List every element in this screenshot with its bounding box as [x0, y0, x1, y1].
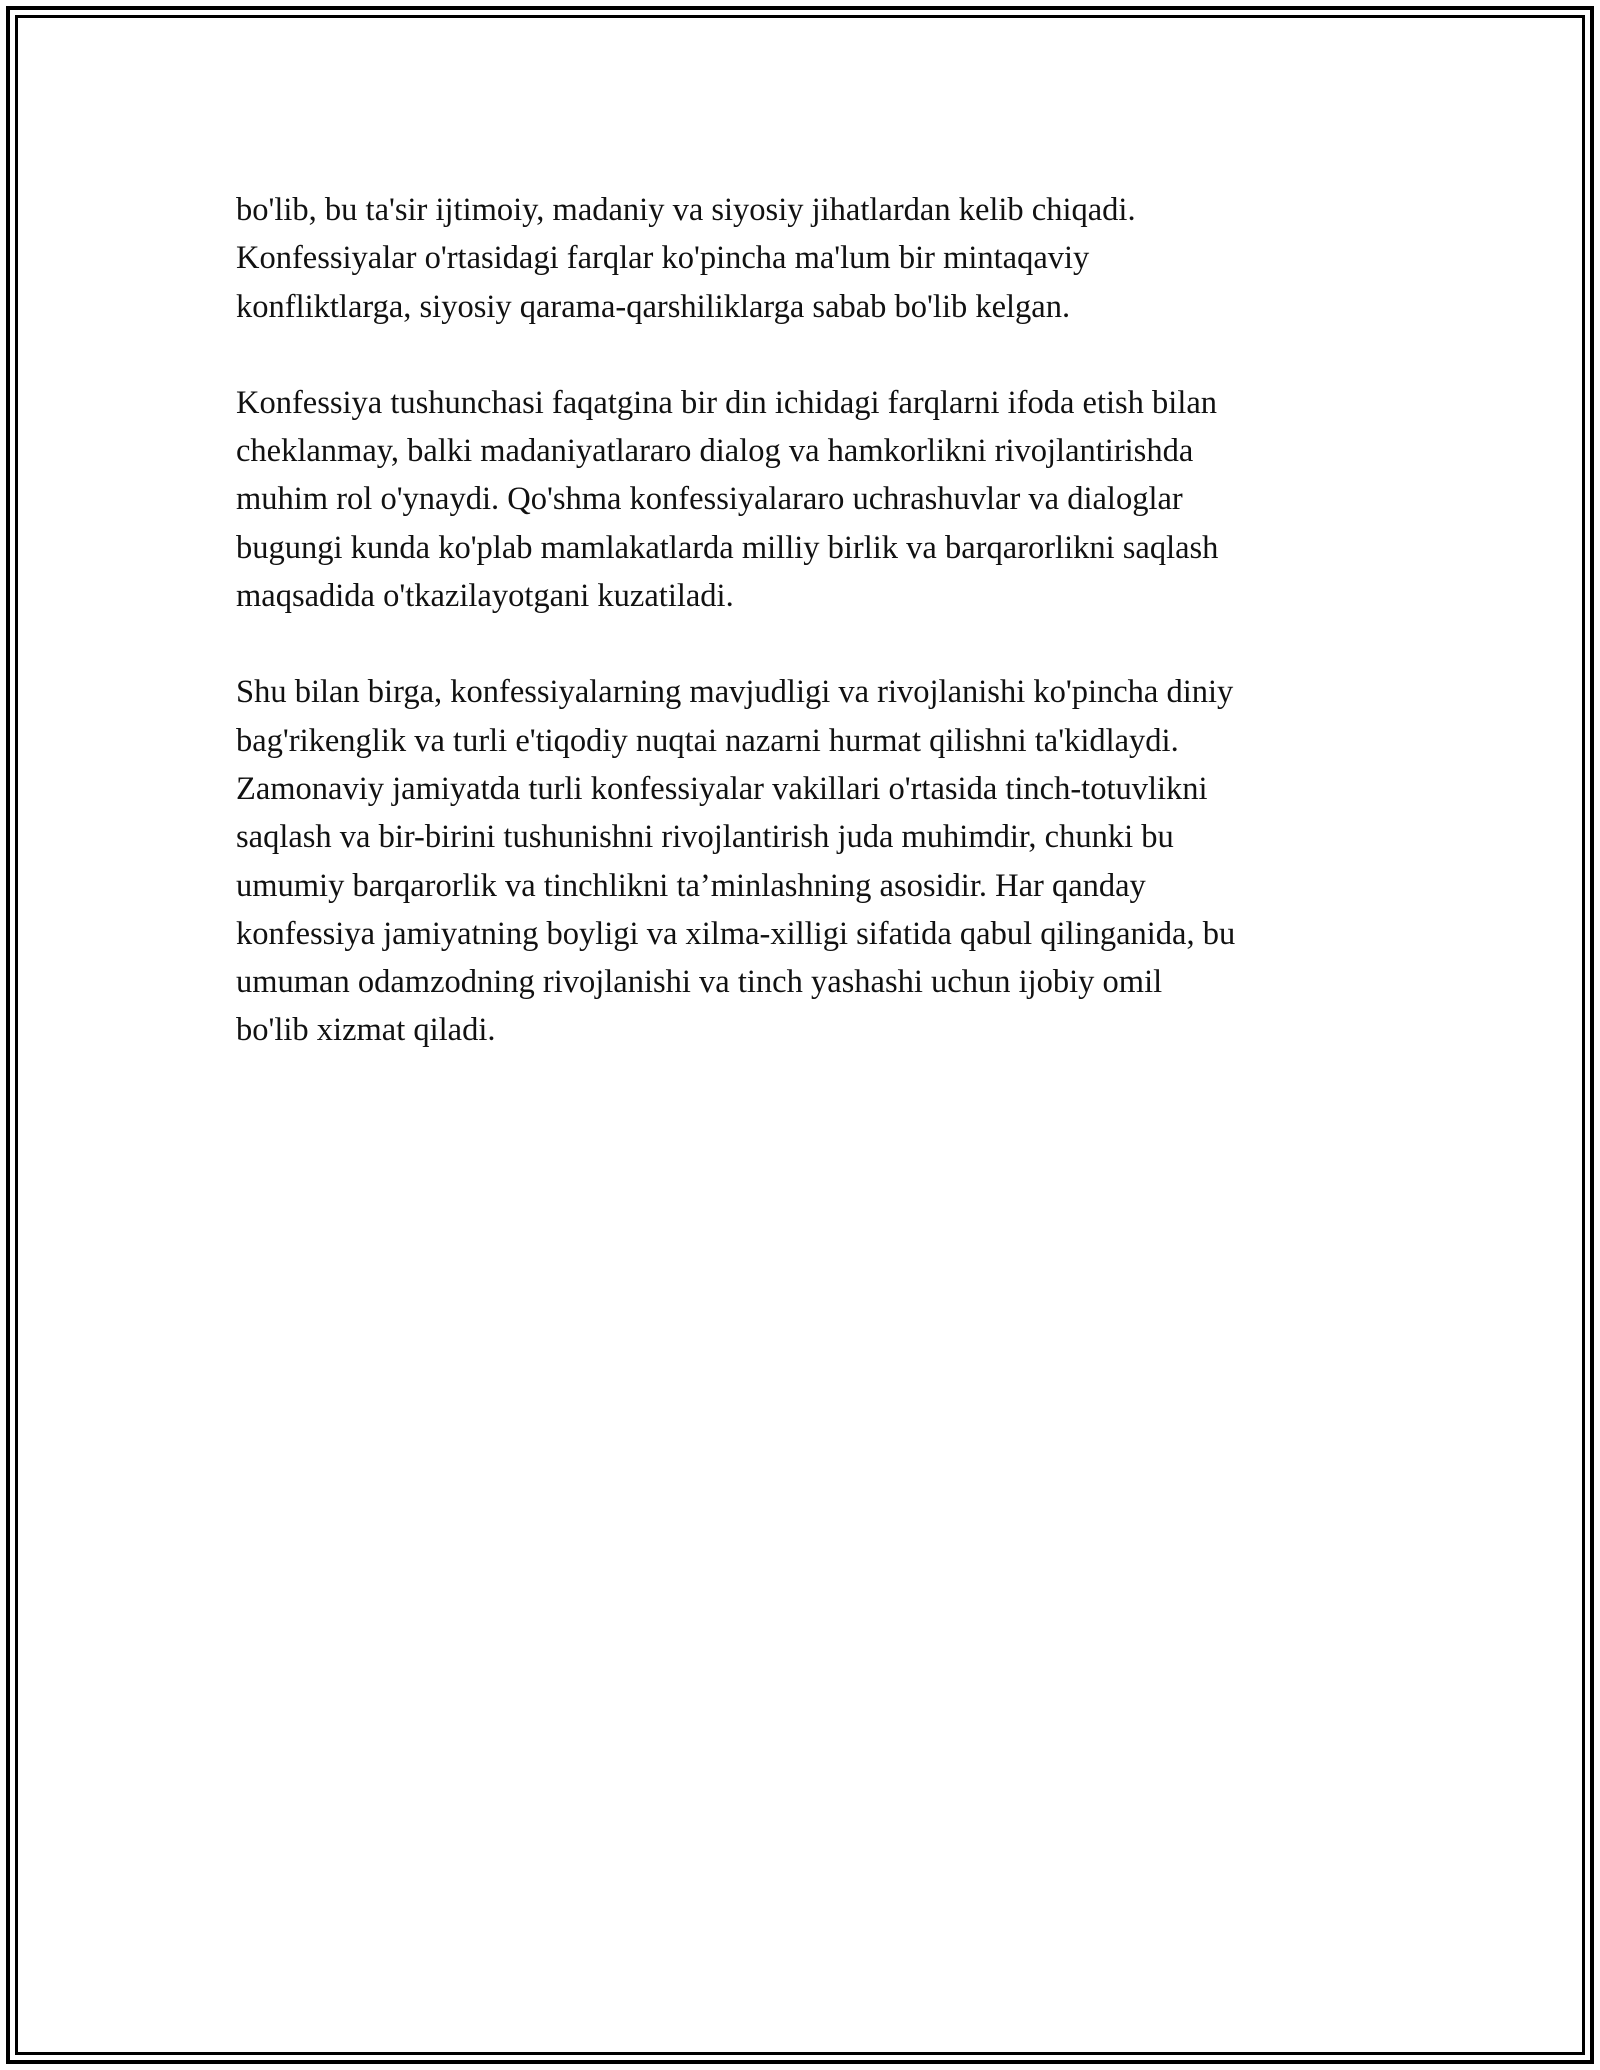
text-line: konfessiya jamiyatning boyligi va xilma-xilligi sifatida qabul qilinganida, bu — [236, 915, 1236, 952]
paragraph-3 — [236, 668, 1386, 1054]
text-line: Konfessiya tushunchasi faqatgina bir din ichidagi farqlarni ifoda etish bilan — [236, 384, 1218, 421]
text-line: bugungi kunda ko'plab mamlakatlarda milliy birlik va barqarorlikni saqlash — [236, 529, 1219, 566]
text-line: maqsadida o'tkazilayotgani kuzatiladi. — [236, 578, 734, 615]
text-line: umumiy barqarorlik va tinchlikni ta’minlashning asosidir. Har qanday — [236, 867, 1146, 904]
paragraph-1 — [236, 186, 1386, 331]
text-line: bo'lib xizmat qiladi. — [236, 1012, 496, 1049]
paragraph-2 — [236, 379, 1386, 620]
text-line: Konfessiyalar o'rtasidagi farqlar ko'pincha ma'lum bir mintaqaviy — [236, 240, 1090, 277]
text-line: saqlash va bir-birini tushunishni rivojlantirish juda muhimdir, chunki bu — [236, 819, 1174, 856]
document-body — [236, 186, 1386, 1103]
text-line: Zamonaviy jamiyatda turli konfessiyalar vakillari o'rtasida tinch-totuvlikni — [236, 770, 1208, 807]
text-line: bo'lib, bu ta'sir ijtimoiy, madaniy va siyosiy jihatlardan kelib chiqadi. — [236, 192, 1136, 228]
text-line: bag'rikenglik va turli e'tiqodiy nuqtai nazarni hurmat qilishni ta'kidlaydi. — [236, 722, 1179, 759]
text-line: Shu bilan birga, konfessiyalarning mavjudligi va rivojlanishi ko'pincha diniy — [236, 674, 1234, 711]
text-line: cheklanmay, balki madaniyatlararo dialog va hamkorlikni rivojlantirishda — [236, 433, 1194, 470]
text-line: umuman odamzodning rivojlanishi va tinch yashashi uchun ijobiy omil — [236, 964, 1163, 1001]
text-line: muhim rol o'ynaydi. Qo'shma konfessiyalararo uchrashuvlar va dialoglar — [236, 481, 1183, 518]
text-line: konfliktlarga, siyosiy qarama-qarshiliklarga sabab bo'lib kelgan. — [236, 288, 1071, 325]
